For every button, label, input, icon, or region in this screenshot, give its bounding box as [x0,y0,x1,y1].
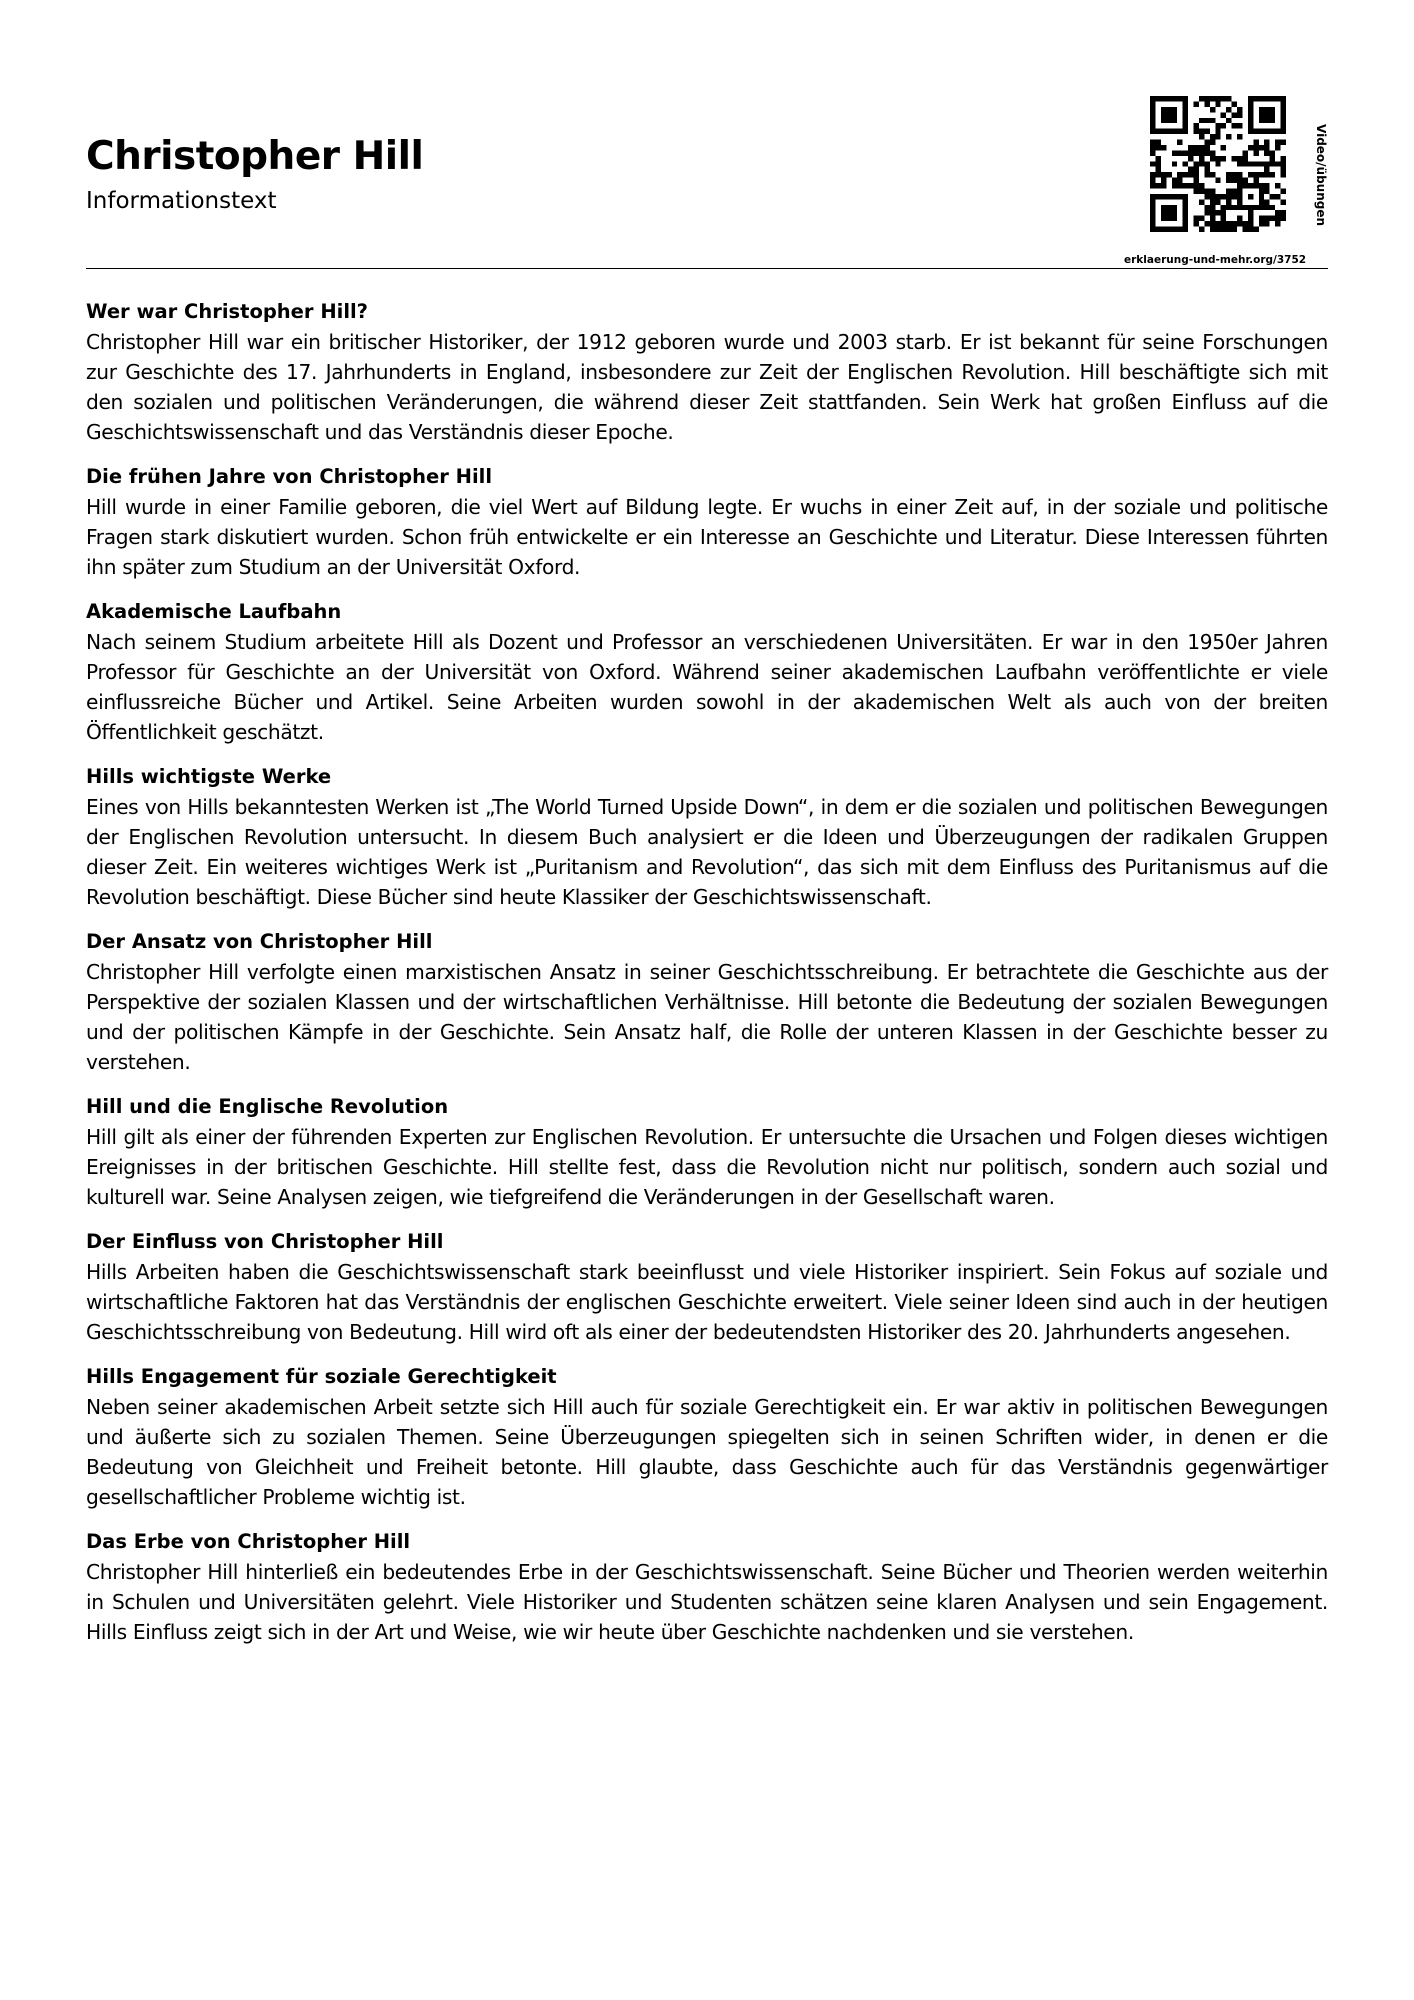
section [86,762,1328,912]
section-heading: Akademische Laufbahn [86,600,342,623]
section-heading: Der Einfluss von Christopher Hill [86,1230,444,1253]
section-body: Christopher Hill hinterließ ein bedeutendes Erbe in der Geschichtswissenschaft. Seine Bücher und Theorien werden weiterhin in Schulen und Universitäten gelehrt. Viele Historiker und Studenten schätzen seine klaren Analysen und sein Engagement. Hills Einfluss zeigt sich in der Art und Weise, wie wir heute über Geschichte nachdenken und sie verstehen. [86,1560,1328,1644]
section [86,1527,1328,1647]
video-exercises-label: Video/übungen [1314,124,1328,227]
section-body: Christopher Hill war ein britischer Historiker, der 1912 geboren wurde und 2003 starb. Er ist bekannt für seine Forschungen zur Geschichte des 17. Jahrhunderts in England, insbesondere zur Zeit der Englischen Revolution. Hill beschäftigte sich mit den sozialen und politischen Veränderungen, die während dieser Zeit stattfanden. Sein Werk hat großen Einfluss auf die Geschichtswissenschaft und das Verständnis dieser Epoche. [86,330,1328,444]
section-heading: Der Ansatz von Christopher Hill [86,930,433,953]
document-subtitle: Informationstext [86,188,277,214]
section-heading: Wer war Christopher Hill? [86,300,368,323]
section-body: Neben seiner akademischen Arbeit setzte sich Hill auch für soziale Gerechtigkeit ein. Er war aktiv in politischen Bewegungen und äußerte sich zu sozialen Themen. Seine Überzeugungen spiegelten sich in seinen Schriften wider, in denen er die Bedeutung von Gleichheit und Freiheit betonte. Hill glaubte, dass Geschichte auch für das Verständnis gegenwärtiger gesellschaftlicher Probleme wichtig ist. [86,1395,1328,1509]
section-body: Hills Arbeiten haben die Geschichtswissenschaft stark beeinflusst und viele Historiker inspiriert. Sein Fokus auf soziale und wirtschaftliche Faktoren hat das Verständnis der englischen Geschichte erweitert. Viele seiner Ideen sind auch in der heutigen Geschichtsschreibung von Bedeutung. Hill wird oft als einer der bedeutendsten Historiker des 20. Jahrhunderts angesehen. [86,1260,1328,1344]
section [86,1362,1328,1512]
section [86,927,1328,1077]
section-body: Christopher Hill verfolgte einen marxistischen Ansatz in seiner Geschichtsschreibung. Er betrachtete die Geschichte aus der Perspektive der sozialen Klassen und der wirtschaftlichen Verhältnisse. Hill betonte die Bedeutung der sozialen Bewegungen und der politischen Kämpfe in der Geschichte. Sein Ansatz half, die Rolle der unteren Klassen in der Geschichte besser zu verstehen. [86,960,1328,1074]
section-heading: Hills Engagement für soziale Gerechtigkeit [86,1365,557,1388]
qr-code-icon[interactable] [1150,96,1286,232]
section [86,1092,1328,1212]
section-heading: Hills wichtigste Werke [86,765,332,788]
section [86,462,1328,582]
section-heading: Hill und die Englische Revolution [86,1095,449,1118]
document-header [86,96,1328,268]
qr-url-link[interactable]: erklaerung-und-mehr.org/3752 [1124,254,1307,266]
section-body: Hill wurde in einer Familie geboren, die viel Wert auf Bildung legte. Er wuchs in einer Zeit auf, in der soziale und politische Fragen stark diskutiert wurden. Schon früh entwickelte er ein Interesse an Geschichte und Literatur. Diese Interessen führten ihn später zum Studium an der Universität Oxford. [86,495,1328,579]
section-heading: Die frühen Jahre von Christopher Hill [86,465,493,488]
section-body: Nach seinem Studium arbeitete Hill als Dozent und Professor an verschiedenen Universitäten. Er war in den 1950er Jahren Professor für Geschichte an der Universität von Oxford. Während seiner akademischen Laufbahn veröffentlichte er viele einflussreiche Bücher und Artikel. Seine Arbeiten wurden sowohl in der akademischen Welt als auch von der breiten Öffentlichkeit geschätzt. [86,630,1328,744]
section [86,1227,1328,1347]
section-body: Eines von Hills bekanntesten Werken ist „The World Turned Upside Down“, in dem er die sozialen und politischen Bewegungen der Englischen Revolution untersucht. In diesem Buch analysiert er die Ideen und Überzeugungen der radikalen Gruppen dieser Zeit. Ein weiteres wichtiges Werk ist „Puritanism and Revolution“, das sich mit dem Einfluss des Puritanismus auf die Revolution beschäftigt. Diese Bücher sind heute Klassiker der Geschichtswissenschaft. [86,795,1328,909]
header-divider [86,268,1328,269]
section [86,597,1328,747]
document-body [86,297,1328,1662]
section [86,297,1328,447]
document-title: Christopher Hill [86,134,424,179]
section-heading: Das Erbe von Christopher Hill [86,1530,411,1553]
section-body: Hill gilt als einer der führenden Experten zur Englischen Revolution. Er untersuchte die Ursachen und Folgen dieses wichtigen Ereignisses in der britischen Geschichte. Hill stellte fest, dass die Revolution nicht nur politisch, sondern auch sozial und kulturell war. Seine Analysen zeigen, wie tiefgreifend die Veränderungen in der Gesellschaft waren. [86,1125,1328,1209]
